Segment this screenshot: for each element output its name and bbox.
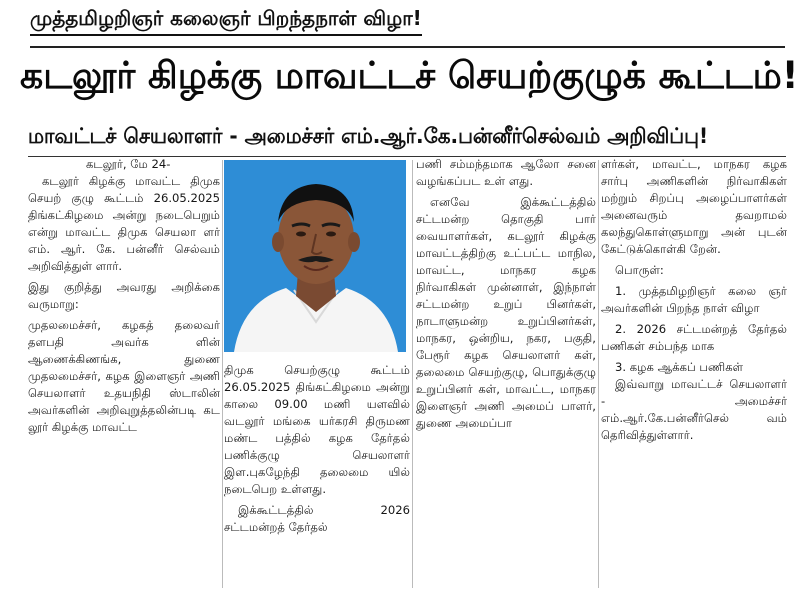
subheadline: மாவட்டச் செயலாளர் - அமைச்சர் எம்.ஆர்.கே.பன்னீர்செல்வம் அறிவிப்பு!: [28, 124, 709, 148]
column-divider: [412, 160, 413, 588]
kicker-title: முத்தமிழறிஞர் கலைஞர் பிறந்தநாள் விழா!: [30, 6, 422, 36]
article-column-1: [28, 156, 220, 436]
paragraph: இக்கூட்டத்தில் 2026 சட்டமன்றத் தேர்தல்: [224, 503, 410, 534]
paragraph: கடலூர் கிழக்கு மாவட்ட திமுக செயற் குழு கூட்டம் 26.05.2025 திங்கட்கிழமை அன்று நடைபெறும் என்று மாவட்ட திமுக செயலா ளர் எம். ஆர். கே. பன்னீர் செல்வம் அறிவித்துள் ளார்.: [28, 174, 220, 273]
portrait-illustration: [224, 160, 406, 352]
paragraph: பொருள்:: [615, 263, 664, 277]
list-item: 3. கழக ஆக்கப் பணிகள்: [615, 360, 744, 374]
dateline: கடலூர், மே 24-: [86, 157, 171, 171]
article-column-3: [416, 156, 596, 432]
top-rule: [30, 46, 785, 48]
article-column-4: [601, 156, 787, 444]
column-divider: [598, 160, 599, 588]
paragraph: எனவே இக்கூட்டத்தில் சட்டமன்ற தொகுதி பார் வையாளர்கள், கடலூர் கிழக்கு மாவட்டத்திற்கு உட்பட்ட மாநில, மாவட்ட, மாநகர கழக நிர்வாகிகள் முன்னாள், இந்நாள் சட்டமன்ற உறுப் பினர்கள், நாடாளுமன்ற உறுப்பினர்கள், மாநகர, ஒன்றிய, நகர, பகுதி, பேரூர் கழக செயலாளர் கள், தலைமை செயற்குழு, பொதுக்குழு உறுப்பினர் கள், மாவட்ட, மாநகர இளைஞர் அணி அமைப் பாளர், துணை அமைப்பா: [416, 195, 596, 430]
paragraph: முதலமைச்சர், கழகத் தலைவர் தளபதி அவர்க ளின் ஆணைக்கிணங்க, துணை முதலமைச்சர், கழக இளைஞர் அணி செயலாளர் உதயநிதி ஸ்டாலின் அவர்களின் அறிவுறுத்தலின்படி கட லூர் கிழக்கு மாவட்ட: [28, 318, 220, 434]
headline: கடலூர் கிழக்கு மாவட்டச் செயற்குழுக் கூட்டம்!: [20, 54, 799, 97]
paragraph: இது குறித்து அவரது அறிக்கை வருமாறு:: [28, 280, 220, 311]
paragraph: ளர்கள், மாவட்ட, மாநகர கழக சார்பு அணிகளின் நிர்வாகிகள் மற்றும் சிறப்பு அழைப்பாளர்கள் அனைவரும் தவறாமல் கலந்துகொள்ளுமாறு அன் புடன் கேட்டுக்கொள்கி றேன்.: [601, 157, 787, 256]
paragraph: பணி சம்மந்தமாக ஆலோ சனை வழங்கப்பட உள் ளது.: [416, 157, 596, 188]
article-column-2: [224, 362, 410, 536]
column-divider: [222, 160, 223, 588]
portrait-photo: [224, 160, 406, 352]
list-item: 2. 2026 சட்டமன்றத் தேர்தல் பணிகள் சம்பந்த மாக: [601, 322, 787, 353]
paragraph: திமுக செயற்குழு கூட்டம் 26.05.2025 திங்கட்கிழமை அன்று காலை 09.00 மணி யளவில் வடலூர் மங்கை யர்கரசி திருமண மண்ட பத்தில் கழக தேர்தல் பணிக்குழு செயலாளர் இள.புகழேந்தி தலைமை யில் நடைபெற உள்ளது.: [224, 363, 410, 496]
paragraph: இவ்வாறு மாவட்டச் செயலாளர் - அமைச்சர் எம்.ஆர்.கே.பன்னீர்செல் வம் தெரிவித்துள்ளார்.: [601, 377, 787, 442]
list-item: 1. முத்தமிழறிஞர் கலை ஞர் அவர்களின் பிறந்த நாள் விழா: [601, 284, 787, 315]
